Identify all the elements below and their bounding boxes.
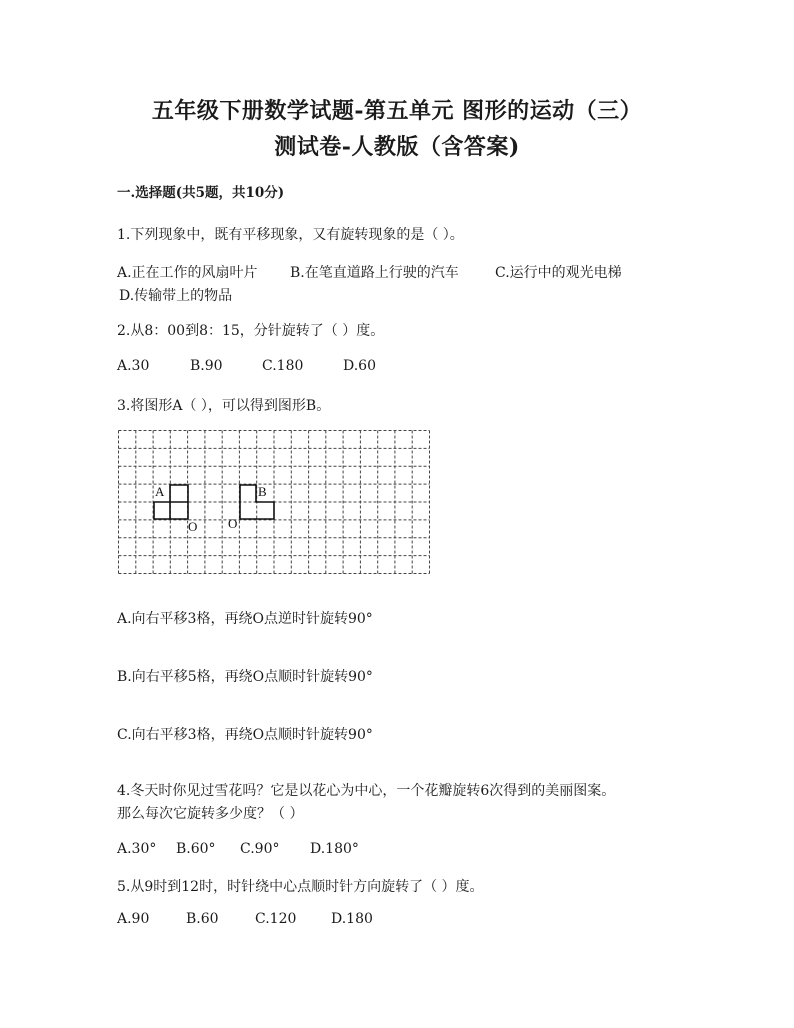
section-heading: 一.选择题(共5题，共10分) bbox=[117, 185, 285, 201]
question-4-option-c: C.90° bbox=[240, 841, 280, 857]
question-5-stem: 5.从9时到12时，时针绕中心点顺时针方向旋转了（ ）度。 bbox=[117, 879, 484, 895]
point-o-label-1: O bbox=[188, 519, 198, 534]
question-4-stem-line1: 4.冬天时你见过雪花吗？它是以花心为中心，一个花瓣旋转6次得到的美丽图案。 bbox=[117, 783, 616, 799]
point-o-label-2: O bbox=[228, 516, 238, 531]
shape-b-label: B bbox=[258, 484, 267, 499]
question-3-grid-figure bbox=[118, 430, 430, 578]
question-5-option-b: B.60 bbox=[186, 911, 219, 927]
question-1-stem: 1.下列现象中，既有平移现象，又有旋转现象的是（ ）。 bbox=[117, 227, 464, 243]
question-1-option-d: D.传输带上的物品 bbox=[119, 288, 233, 304]
question-2-option-a: A.30 bbox=[117, 358, 150, 374]
question-3-option-c: C.向右平移3格，再绕O点顺时针旋转90° bbox=[117, 727, 373, 743]
question-1-option-a: A.正在工作的风扇叶片 bbox=[117, 265, 258, 281]
page-title-line1: 五年级下册数学试题-第五单元 图形的运动（三） bbox=[151, 98, 643, 124]
question-4-option-d: D.180° bbox=[310, 841, 359, 857]
question-1-option-b: B.在笔直道路上行驶的汽车 bbox=[290, 265, 459, 281]
shape-a-label: A bbox=[155, 484, 165, 499]
question-2-option-b: B.90 bbox=[190, 358, 223, 374]
question-3-option-b: B.向右平移5格，再绕O点顺时针旋转90° bbox=[117, 669, 373, 685]
question-1-option-c: C.运行中的观光电梯 bbox=[495, 265, 622, 281]
question-2-stem: 2.从8：00到8：15，分针旋转了（ ）度。 bbox=[117, 323, 385, 339]
question-2-option-d: D.60 bbox=[343, 358, 376, 374]
page-title-line2: 测试卷-人教版（含答案) bbox=[274, 134, 520, 160]
question-4-option-b: B.60° bbox=[176, 841, 216, 857]
question-2-option-c: C.180 bbox=[262, 358, 304, 374]
question-3-option-a: A.向右平移3格，再绕O点逆时针旋转90° bbox=[117, 611, 373, 627]
question-5-option-c: C.120 bbox=[255, 911, 297, 927]
question-5-option-d: D.180 bbox=[331, 911, 373, 927]
question-3-stem: 3.将图形A（ ），可以得到图形B。 bbox=[117, 398, 331, 414]
question-4-stem-line2: 那么每次它旋转多少度？（ ） bbox=[117, 806, 304, 822]
question-5-option-a: A.90 bbox=[117, 911, 150, 927]
question-4-option-a: A.30° bbox=[117, 841, 157, 857]
